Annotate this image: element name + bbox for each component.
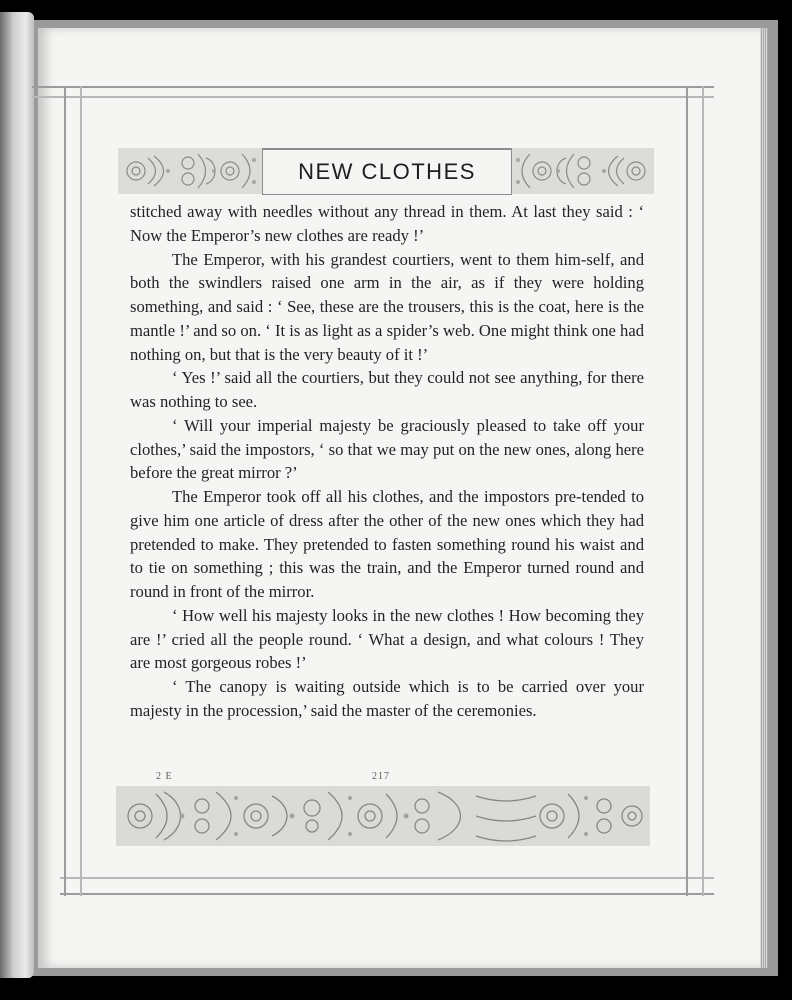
frame-rule-right-2 bbox=[702, 86, 704, 896]
previous-page-edge bbox=[0, 12, 34, 978]
footer-ornament bbox=[116, 786, 650, 846]
body-text bbox=[130, 200, 644, 723]
frame-rule-outer-bottom bbox=[60, 893, 714, 895]
signature-mark: 2 E bbox=[156, 771, 173, 782]
paragraph: The Emperor, with his grandest courtiers, went to them him-self, and both the swindlers raised one arm in the air, as if they were holding something, and said : ‘ See, these are the trousers, this is the coat, here is the mantle !’ and so on. ‘ It is as light as a spider’s web. One might think one had nothing on, but that is the very beauty of it !’ bbox=[130, 249, 644, 364]
paragraph: stitched away with needles without any thread in them. At last they said : ‘ Now the Emperor’s new clothes are ready !’ bbox=[130, 202, 644, 245]
paragraph: The Emperor took off all his clothes, and the impostors pre-tended to give him one article of dress after the other of the new ones which they had pretended to make. They pretended to fasten something round his waist and to tie on something ; this was the train, and the Emperor turned round and round in front of the mirror. bbox=[130, 487, 644, 601]
paragraph: ‘ The canopy is waiting outside which is to be carried over your majesty in the procession,’ said the master of the ceremonies. bbox=[130, 677, 644, 720]
frame-rule-left-2 bbox=[80, 86, 82, 896]
frame-rule-left-1 bbox=[64, 86, 66, 896]
paragraph: ‘ How well his majesty looks in the new clothes ! How becoming they are !’ cried all the people round. ‘ What a design, and what colours ! They are most gorgeous robes !’ bbox=[130, 605, 644, 673]
header-ornament-left bbox=[118, 148, 264, 194]
paragraph: ‘ Will your imperial majesty be graciously pleased to take off your clothes,’ said the impostors, ‘ so that we may put on the new ones, along here before the great mirror ?’ bbox=[130, 415, 644, 483]
paragraph: ‘ Yes !’ said all the courtiers, but they could not see anything, for there was nothing to see. bbox=[130, 368, 644, 411]
page-stack-edge bbox=[760, 28, 768, 968]
page-number: 217 bbox=[372, 771, 390, 782]
frame-rule-inner-bottom bbox=[60, 877, 714, 879]
frame-rule-outer-top bbox=[32, 86, 714, 88]
frame-rule-inner-top bbox=[32, 96, 714, 98]
chapter-title: NEW CLOTHES bbox=[298, 159, 476, 184]
frame-rule-right-1 bbox=[686, 86, 688, 896]
chapter-title-box bbox=[262, 148, 512, 195]
header-ornament-right bbox=[508, 148, 654, 194]
